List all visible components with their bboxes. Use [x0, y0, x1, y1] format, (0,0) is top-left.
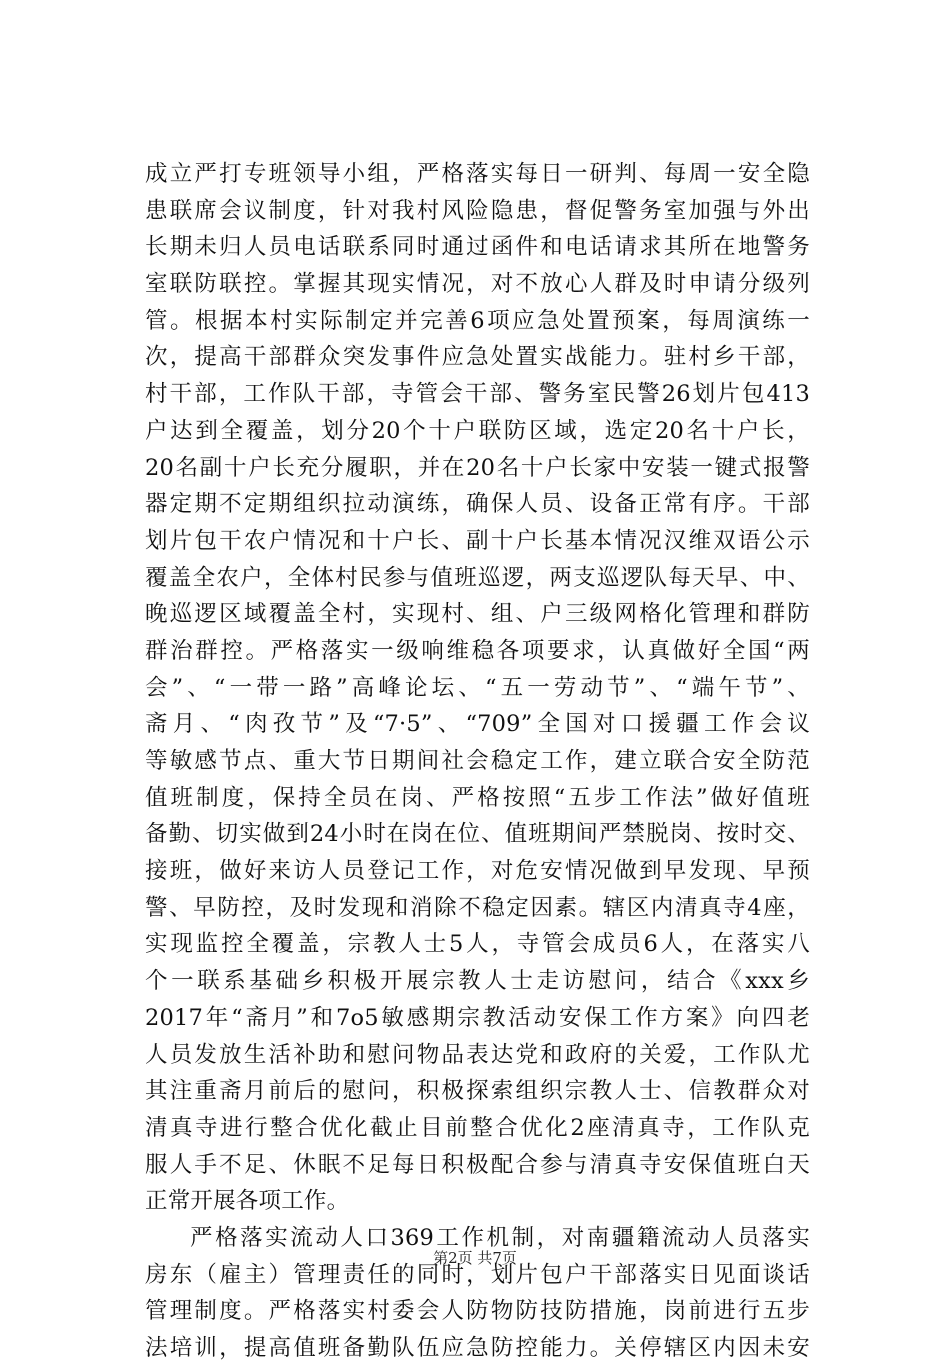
text-line: 患联席会议制度，针对我村风险隐患，督促警务室加强与外出 [145, 197, 810, 224]
text-line: 会”、“一带一路”高峰论坛、“五一劳动节”、“端午节”、 [145, 674, 810, 701]
text-line: 20名副十户长充分履职，并在20名十户长家中安装一键式报警 [145, 454, 810, 481]
text-line: 2017年“斋月”和7o5敏感期宗教活动安保工作方案》向四老 [145, 1004, 810, 1031]
text-line: 群治群控。严格落实一级响维稳各项要求，认真做好全国“两 [145, 637, 810, 664]
text-line: 人员发放生活补助和慰问物品表达党和政府的关爱，工作队尤 [145, 1041, 810, 1068]
text-line: 法培训，提高值班备勤队伍应急防控能力。关停辖区内因未安 [145, 1335, 810, 1361]
text-line: 个一联系基础乡积极开展宗教人士走访慰问，结合《xxx乡 [145, 968, 810, 995]
text-line: 其注重斋月前后的慰问，积极探索组织宗教人士、信教群众对 [145, 1078, 810, 1105]
text-line: 村干部，工作队干部，寺管会干部、警务室民警26划片包413 [145, 381, 810, 408]
text-line: 长期未归人员电话联系同时通过函件和电话请求其所在地警务 [145, 234, 810, 261]
text-line: 划片包干农户情况和十户长、副十户长基本情况汉维双语公示 [145, 527, 810, 554]
text-line: 警、早防控，及时发现和消除不稳定因素。辖区内清真寺4座， [145, 894, 810, 921]
text-line: 实现监控全覆盖，宗教人士5人，寺管会成员6人，在落实八 [145, 931, 810, 958]
text-line: 次，提高干部群众突发事件应急处置实战能力。驻村乡干部， [145, 344, 810, 371]
text-line: 等敏感节点、重大节日期间社会稳定工作，建立联合安全防范 [145, 748, 810, 774]
text-line: 覆盖全农户，全体村民参与值班巡逻，两支巡逻队每天早、中、 [145, 564, 810, 591]
text-line-paragraph-start: 严格落实流动人口369工作机制，对南疆籍流动人员落实 [190, 1224, 810, 1251]
text-line: 接班，做好来访人员登记工作，对危安情况做到早发现、早预 [145, 858, 810, 885]
text-line: 备勤、切实做到24小时在岗在位、值班期间严禁脱岗、按时交、 [145, 821, 810, 848]
text-line: 管理制度。严格落实村委会人防物防技防措施，岗前进行五步 [145, 1298, 810, 1325]
text-line: 服人手不足、休眠不足每日积极配合参与清真寺安保值班白天 [145, 1151, 810, 1178]
text-line: 斋月、“肉孜节”及“7·5”、“709”全国对口援疆工作会议 [145, 711, 810, 738]
text-line-paragraph-end: 正常开展各项工作。 [145, 1188, 350, 1215]
text-line: 房东（雇主）管理责任的同时，划片包户干部落实日见面谈话 [145, 1261, 810, 1288]
body-text [145, 156, 810, 1367]
text-line: 成立严打专班领导小组，严格落实每日一研判、每周一安全隐 [145, 161, 810, 187]
text-line: 户达到全覆盖，划分20个十户联防区域，选定20名十户长， [145, 417, 810, 444]
text-line: 值班制度，保持全员在岗、严格按照“五步工作法”做好值班 [145, 784, 810, 811]
text-line: 晚巡逻区域覆盖全村，实现村、组、户三级网格化管理和群防 [145, 601, 810, 628]
text-line: 室联防联控。掌握其现实情况，对不放心人群及时申请分级列 [145, 271, 810, 298]
text-line: 器定期不定期组织拉动演练，确保人员、设备正常有序。干部 [145, 491, 810, 518]
text-line: 管。根据本村实际制定并完善6项应急处置预案，每周演练一 [145, 307, 810, 334]
text-line: 清真寺进行整合优化截止目前整合优化2座清真寺，工作队克 [145, 1114, 810, 1141]
page-number-footer: 第2页 共7页 [433, 1249, 517, 1267]
